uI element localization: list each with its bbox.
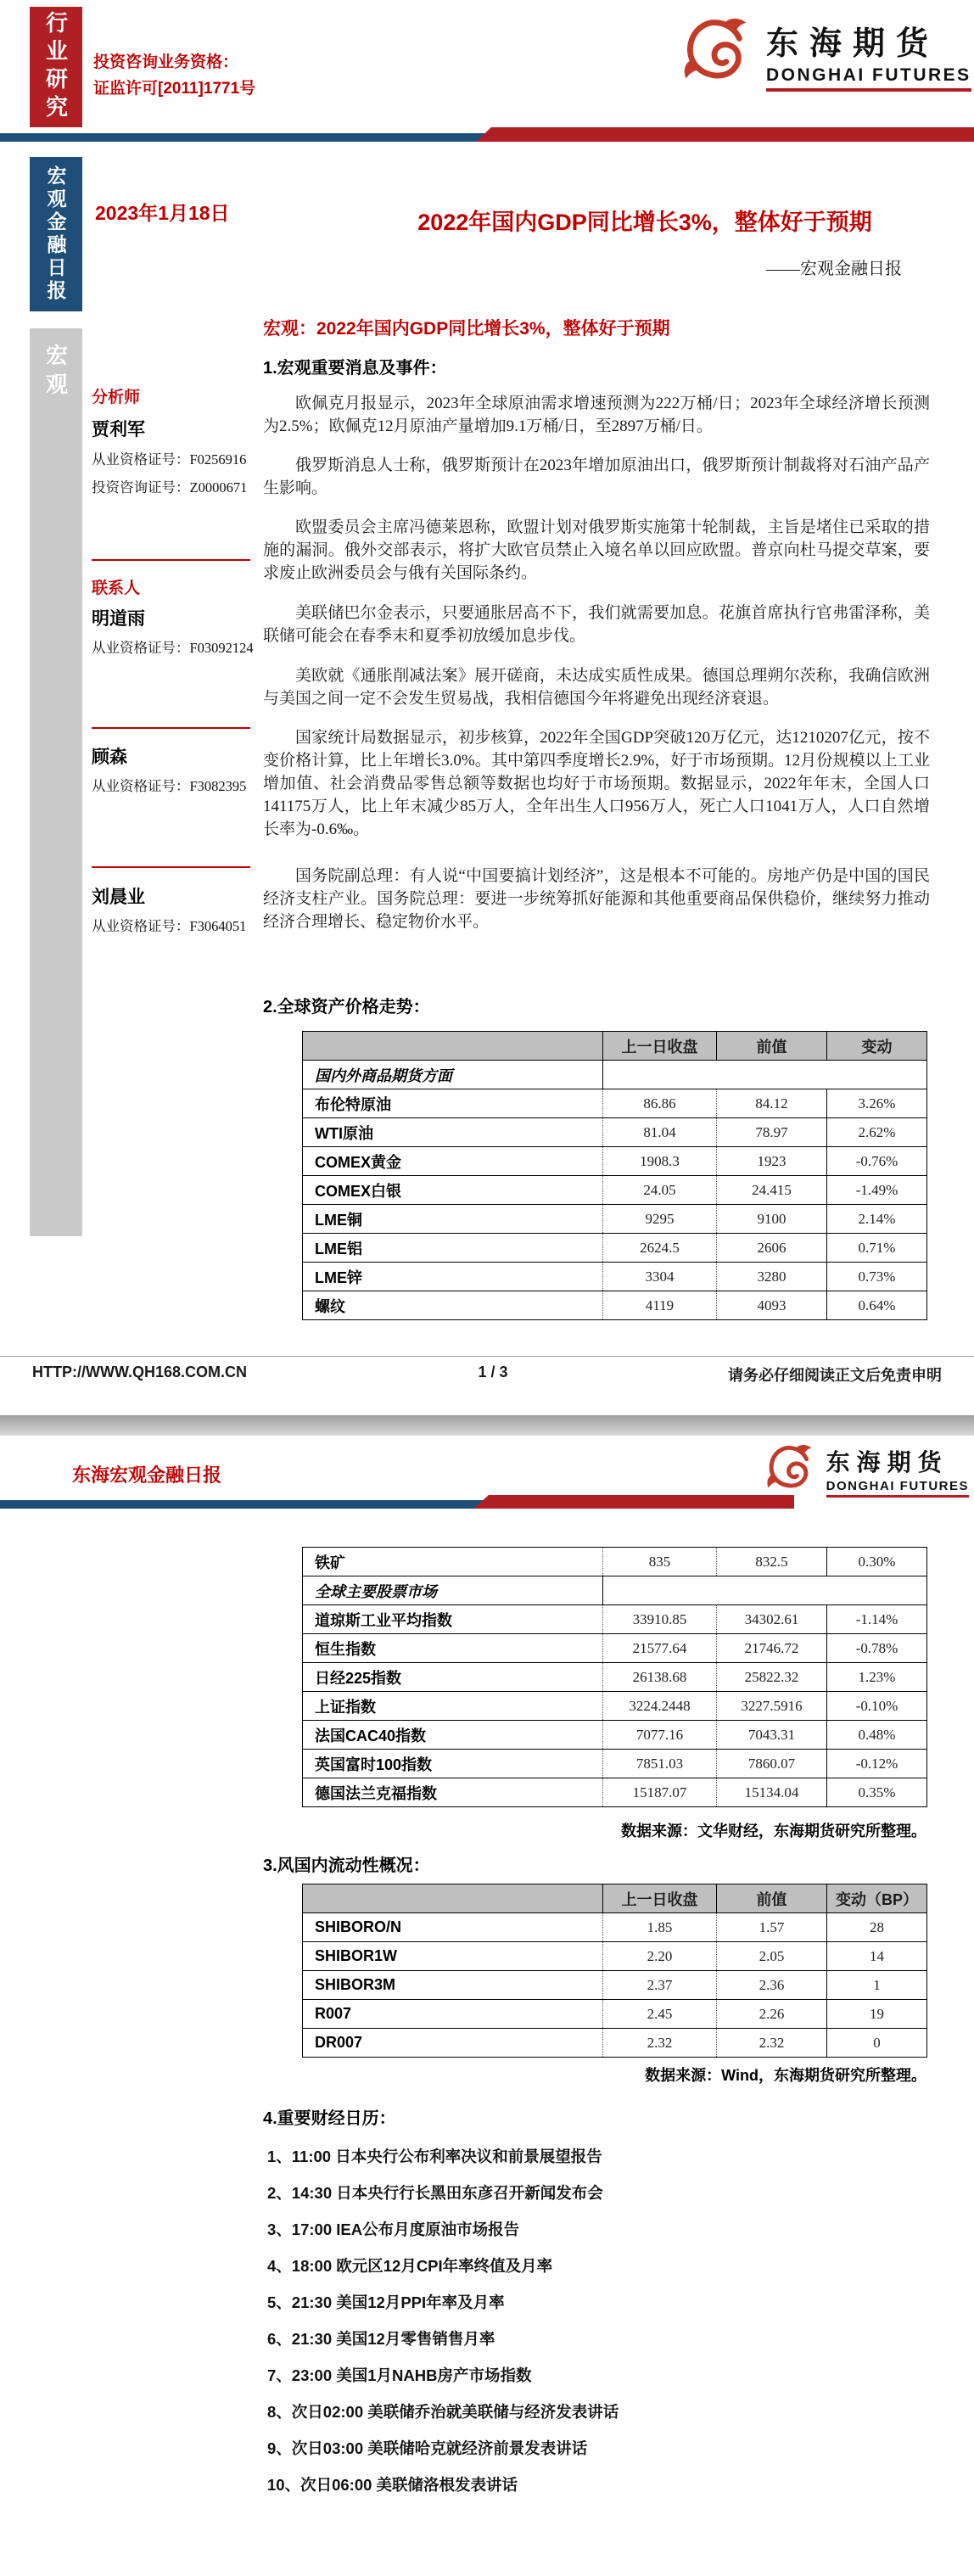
- table-cell: 2.26: [717, 2000, 827, 2029]
- table-cell: 2606: [717, 1234, 827, 1263]
- qualification-line-1: 投资咨询业务资格：: [93, 53, 239, 71]
- footer-page-number: 1 / 3: [478, 1364, 508, 1380]
- table-cell: 21577.64: [603, 1634, 717, 1663]
- table-cell: 1.57: [717, 1913, 827, 1942]
- category-tag: 宏观: [30, 328, 82, 1236]
- asset-price-table: [302, 1031, 927, 1320]
- table-cell: 24.415: [717, 1176, 827, 1205]
- analyst-divider: [92, 866, 250, 868]
- table-cell: SHIBOR1W: [303, 1942, 603, 1971]
- table-cell: 34302.61: [717, 1605, 827, 1634]
- table-cell: 21746.72: [717, 1634, 827, 1663]
- table-cell: 国内外商品期货方面: [303, 1061, 603, 1089]
- table-row: [303, 1692, 927, 1721]
- table-row: [303, 1663, 927, 1692]
- report-subtitle: ——宏观金融日报: [766, 260, 902, 278]
- table-cell: 铁矿: [303, 1548, 603, 1576]
- table-cell: 布伦特原油: [303, 1089, 603, 1118]
- table-row: [303, 1548, 927, 1576]
- table-cell: 86.86: [603, 1089, 717, 1118]
- paragraph: 俄罗斯消息人士称，俄罗斯预计在2023年增加原油出口，俄罗斯预计制裁将对石油产品产生影响。: [263, 456, 930, 497]
- analyst-divider: [92, 559, 250, 561]
- paragraph: 国务院副总理：有人说“中国要搞计划经济”，这是根本不可能的。房地产仍是中国的国民经济支柱产业。国务院总理：要进一步统筹抓好能源和其他重要商品保供稳价，继续努力推动经济合理增长、稳定物价水平。: [263, 867, 930, 931]
- table-cell: 0.30%: [827, 1548, 927, 1576]
- calendar-item: 2、14:30 日本央行行长黑田东彦召开新闻发布会: [267, 2184, 603, 2202]
- analyst-cert-1: 从业资格证号：F0256916: [92, 451, 247, 468]
- table-row: [303, 1942, 927, 1971]
- table-cell: 3304: [603, 1263, 717, 1291]
- qualification-line-2: 证监许可[2011]1771号: [93, 80, 256, 98]
- table-cell: 上一日收盘: [603, 1884, 717, 1913]
- data-source-note: 数据来源：文华财经，东海期货研究所整理。: [621, 1823, 926, 1840]
- table-cell: 84.12: [717, 1089, 827, 1118]
- logo-underline: [766, 88, 971, 92]
- table-cell: COMEX白银: [303, 1176, 603, 1205]
- report-type-tag: 宏观金融日报: [30, 157, 82, 311]
- table-cell: [603, 1061, 927, 1089]
- table-cell: 日经225指数: [303, 1663, 603, 1692]
- table-row: [303, 1147, 927, 1176]
- table-cell: COMEX黄金: [303, 1147, 603, 1176]
- section-3-title: 3.风国内流动性概况：: [263, 1856, 430, 1875]
- contact-role-label: 联系人: [92, 580, 141, 597]
- table-cell: 2.14%: [827, 1205, 927, 1234]
- table-row: [303, 1913, 927, 1942]
- report-title: 2022年国内GDP同比增长3%，整体好于预期: [417, 210, 872, 235]
- contact-2-cert: 从业资格证号：F3082395: [92, 778, 247, 794]
- table-cell: 4093: [717, 1291, 827, 1320]
- table-row: [303, 1118, 927, 1147]
- table-cell: 7860.07: [717, 1750, 827, 1778]
- table-cell: 832.5: [717, 1548, 827, 1576]
- header-bar-blue: [0, 1500, 484, 1509]
- section-2-title: 2.全球资产价格走势：: [263, 998, 430, 1016]
- table-cell: 15187.07: [603, 1778, 717, 1807]
- page-footer: [0, 1356, 974, 1384]
- table-cell: 0.48%: [827, 1721, 927, 1750]
- table-cell: 1.85: [603, 1913, 717, 1942]
- table-cell: 全球主要股票市场: [303, 1576, 603, 1605]
- table-row: [303, 1176, 927, 1205]
- table-cell: 78.97: [717, 1118, 827, 1147]
- table-row: [303, 1750, 927, 1778]
- section-4-title: 4.重要财经日历：: [263, 2109, 396, 2128]
- company-logo: [760, 1439, 969, 1503]
- stock-market-table: [302, 1547, 927, 1807]
- header-bar-red: [476, 127, 974, 142]
- header-bar-red: [473, 1495, 794, 1509]
- page-2-header-title: 东海宏观金融日报: [72, 1464, 222, 1486]
- table-cell: 2.05: [717, 1942, 827, 1971]
- table-cell: 0.64%: [827, 1291, 927, 1320]
- table-cell: [603, 1576, 927, 1605]
- table-row: [303, 1089, 927, 1118]
- table-cell: 835: [603, 1548, 717, 1576]
- dragon-logo-icon: [675, 10, 758, 98]
- table-cell: 33910.85: [603, 1605, 717, 1634]
- table-cell: 2.62%: [827, 1118, 927, 1147]
- logo-name-en: DONGHAI FUTURES: [766, 64, 971, 85]
- table-cell: 9295: [603, 1205, 717, 1234]
- table-cell: 上一日收盘: [603, 1032, 717, 1061]
- analyst-divider: [92, 727, 250, 729]
- table-cell: LME铝: [303, 1234, 603, 1263]
- table-cell: 2.45: [603, 2000, 717, 2029]
- calendar-item: 10、次日06:00 美联储洛根发表讲话: [267, 2476, 518, 2494]
- analyst-cert-2: 投资咨询证号：Z0000671: [92, 479, 248, 496]
- calendar-item: 7、23:00 美国1月NAHB房产市场指数: [267, 2366, 532, 2384]
- contact-3-cert: 从业资格证号：F3064051: [92, 918, 247, 934]
- table-row: [303, 2000, 927, 2029]
- table-cell: 7077.16: [603, 1721, 717, 1750]
- table-cell: 0.71%: [827, 1234, 927, 1263]
- table-cell: 28: [827, 1913, 927, 1942]
- data-source-note: 数据来源：Wind，东海期货研究所整理。: [645, 2067, 926, 2084]
- table-cell: 2.32: [603, 2029, 717, 2058]
- paragraph: 国家统计局数据显示，初步核算，2022年全国GDP突破120万亿元，达1210207亿元，按不变价格计算，比上年增长3.0%。其中第四季度增长2.9%，好于市场预期。12月份规模以上工业增加值、社会消费品零售总额等数据也均好于市场预期。数据显示，2022年年末，全国人口141175万人，比上年末减少85万人，全年出生人口956万人，死亡人口1041万人，人口自然增长率为-0.6‰。: [263, 729, 930, 838]
- table-row: [303, 1263, 927, 1291]
- table-cell: 2.20: [603, 1942, 717, 1971]
- table-group-row: [303, 1576, 927, 1605]
- table-cell: 9100: [717, 1205, 827, 1234]
- table-cell: 25822.32: [717, 1663, 827, 1692]
- table-cell: 前值: [717, 1032, 827, 1061]
- footer-url: HTTP://WWW.QH168.COM.CN: [32, 1364, 247, 1380]
- section-1-title: 1.宏观重要消息及事件：: [263, 359, 447, 378]
- table-cell: 上证指数: [303, 1692, 603, 1721]
- table-cell: [303, 1884, 603, 1913]
- calendar-item: 8、次日02:00 美联储乔治就美联储与经济发表讲话: [267, 2403, 619, 2421]
- table-row: [303, 1721, 927, 1750]
- paragraph: 美欧就《通胀削减法案》展开磋商，未达成实质性成果。德国总理朔尔茨称，我确信欧洲与美国之间一定不会发生贸易战，我相信德国今年将避免出现经济衰退。: [263, 667, 930, 708]
- logo-name-en: DONGHAI FUTURES: [826, 1479, 969, 1493]
- table-cell: 0: [827, 2029, 927, 2058]
- calendar-item: 1、11:00 日本央行公布利率决议和前景展望报告: [267, 2148, 602, 2165]
- table-row: [303, 1234, 927, 1263]
- table-cell: 1923: [717, 1147, 827, 1176]
- calendar-item: 5、21:30 美国12月PPI年率及月率: [267, 2293, 505, 2311]
- table-cell: 变动: [827, 1032, 927, 1061]
- table-cell: R007: [303, 2000, 603, 2029]
- industry-research-tag: 行业研究: [30, 7, 82, 127]
- table-group-row: [303, 1061, 927, 1089]
- calendar-item: 4、18:00 欧元区12月CPI年率终值及月率: [267, 2257, 553, 2275]
- paragraph: 美联储巴尔金表示，只要通胀居高不下，我们就需要加息。花旗首席执行官弗雷泽称，美联储可能会在春季末和夏季初放缓加息步伐。: [263, 604, 930, 645]
- table-cell: 2.36: [717, 1971, 827, 2000]
- liquidity-table: [302, 1884, 927, 2058]
- table-cell: 7043.31: [717, 1721, 827, 1750]
- table-cell: 3227.5916: [717, 1692, 827, 1721]
- page-separator: [0, 1415, 974, 1436]
- paragraph: 欧佩克月报显示，2023年全球原油需求增速预测为222万桶/日；2023年全球经济增长预测为2.5%；欧佩克12月原油产量增加9.1万桶/日，至2897万桶/日。: [263, 395, 930, 435]
- logo-name-cn: 东海期货: [826, 1449, 949, 1476]
- report-page-2: [0, 1436, 974, 2576]
- logo-name-cn: 东海期货: [766, 25, 940, 62]
- table-cell: 2.37: [603, 1971, 717, 2000]
- table-cell: [303, 1032, 603, 1061]
- paragraph: 欧盟委员会主席冯德莱恩称，欧盟计划对俄罗斯实施第十轮制裁，主旨是堵住已采取的措施的漏洞。俄外交部表示，将扩大欧官员禁止入境名单以回应欧盟。普京向杜马提交草案，要求废止欧洲委员会与俄有关国际条约。: [263, 518, 930, 582]
- table-cell: 法国CAC40指数: [303, 1721, 603, 1750]
- table-cell: -0.78%: [827, 1634, 927, 1663]
- report-date: 2023年1月18日: [95, 202, 230, 224]
- table-cell: DR007: [303, 2029, 603, 2058]
- table-cell: 前值: [717, 1884, 827, 1913]
- table-cell: 3224.2448: [603, 1692, 717, 1721]
- table-row: [303, 1778, 927, 1807]
- table-cell: 2624.5: [603, 1234, 717, 1263]
- table-cell: -0.76%: [827, 1147, 927, 1176]
- company-logo: [675, 10, 971, 98]
- table-cell: LME铜: [303, 1205, 603, 1234]
- logo-underline: [826, 1495, 969, 1498]
- analyst-role-label: 分析师: [92, 389, 141, 406]
- contact-3-name: 刘晨业: [92, 888, 145, 907]
- table-row: [303, 1971, 927, 2000]
- table-cell: 英国富时100指数: [303, 1750, 603, 1778]
- table-cell: 变动（BP）: [827, 1884, 927, 1913]
- header-bar-blue: [0, 133, 488, 142]
- table-cell: 0.35%: [827, 1778, 927, 1807]
- analyst-name: 贾利军: [92, 420, 145, 440]
- contact-1-cert: 从业资格证号：F03092124: [92, 640, 254, 656]
- contact-1-name: 明道雨: [92, 609, 145, 629]
- table-row: [303, 1634, 927, 1663]
- table-cell: WTI原油: [303, 1118, 603, 1147]
- contact-2-name: 顾森: [92, 748, 127, 767]
- calendar-item: 3、17:00 IEA公布月度原油市场报告: [267, 2220, 520, 2238]
- table-row: [303, 2029, 927, 2058]
- table-cell: 19: [827, 2000, 927, 2029]
- table-cell: LME锌: [303, 1263, 603, 1291]
- table-cell: 1: [827, 1971, 927, 2000]
- table-header-row: [303, 1032, 927, 1061]
- table-cell: 4119: [603, 1291, 717, 1320]
- table-cell: 3280: [717, 1263, 827, 1291]
- table-cell: -0.10%: [827, 1692, 927, 1721]
- calendar-item: 6、21:30 美国12月零售销售月率: [267, 2330, 495, 2348]
- table-cell: -1.14%: [827, 1605, 927, 1634]
- table-cell: SHIBOR3M: [303, 1971, 603, 2000]
- table-cell: 15134.04: [717, 1778, 827, 1807]
- table-row: [303, 1605, 927, 1634]
- economic-calendar-list: [267, 2145, 938, 2510]
- table-row: [303, 1291, 927, 1320]
- table-cell: -0.12%: [827, 1750, 927, 1778]
- table-cell: 7851.03: [603, 1750, 717, 1778]
- macro-section-heading: 宏观：2022年国内GDP同比增长3%，整体好于预期: [263, 319, 670, 339]
- table-cell: 81.04: [603, 1118, 717, 1147]
- table-cell: SHIBORO/N: [303, 1913, 603, 1942]
- table-cell: 3.26%: [827, 1089, 927, 1118]
- table-cell: 0.73%: [827, 1263, 927, 1291]
- table-header-row: [303, 1884, 927, 1913]
- table-row: [303, 1205, 927, 1234]
- table-cell: 德国法兰克福指数: [303, 1778, 603, 1807]
- table-cell: 道琼斯工业平均指数: [303, 1605, 603, 1634]
- table-cell: 1908.3: [603, 1147, 717, 1176]
- dragon-logo-icon: [760, 1439, 820, 1503]
- table-cell: 1.23%: [827, 1663, 927, 1692]
- table-cell: 螺纹: [303, 1291, 603, 1320]
- table-cell: 26138.68: [603, 1663, 717, 1692]
- table-cell: 恒生指数: [303, 1634, 603, 1663]
- footer-disclaimer: 请务必仔细阅读正文后免责申明: [728, 1367, 942, 1384]
- table-cell: -1.49%: [827, 1176, 927, 1205]
- calendar-item: 9、次日03:00 美联储哈克就经济前景发表讲话: [267, 2439, 588, 2457]
- table-cell: 24.05: [603, 1176, 717, 1205]
- qualification-text: [93, 49, 255, 102]
- table-cell: 14: [827, 1942, 927, 1971]
- table-cell: 2.32: [717, 2029, 827, 2058]
